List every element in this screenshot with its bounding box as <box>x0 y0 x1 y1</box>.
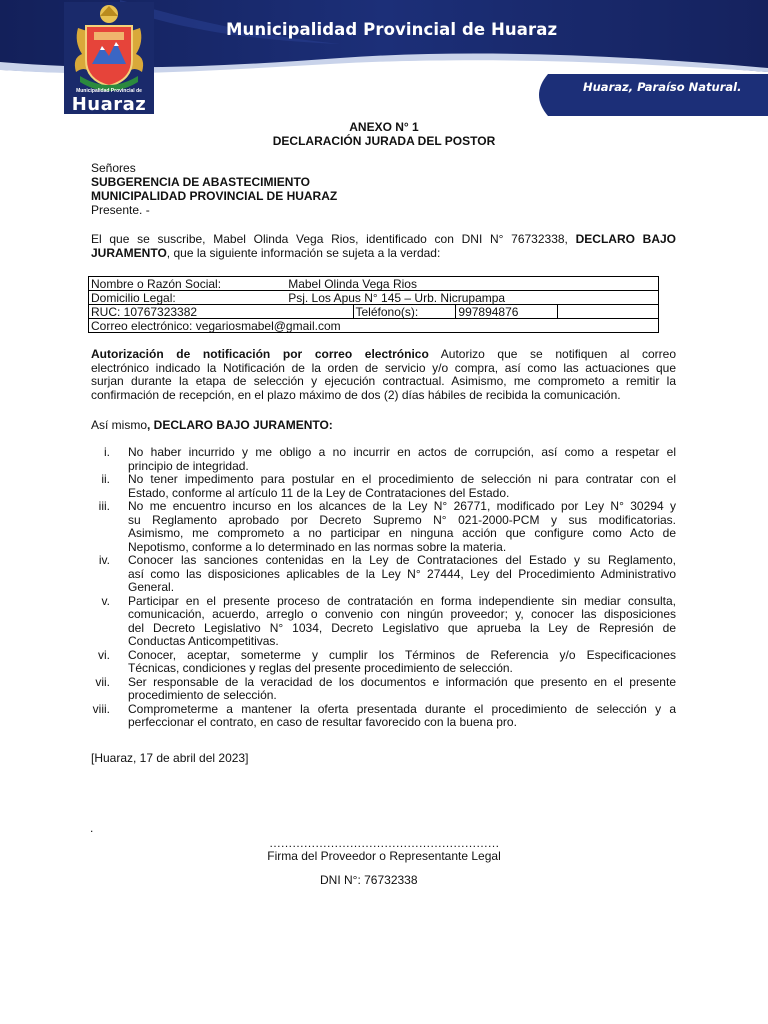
list-item-number: ii. <box>101 472 110 486</box>
list-item-number: iii. <box>98 499 110 513</box>
authorization-text-4: confirmación de recepción, en el plazo máximo de dos (2) días hábiles de recibida la comunicación. <box>91 387 621 402</box>
list-item-line: General. <box>128 580 175 594</box>
list-item-line: así como las disposiciones aplicables de la Ley N° 27444, Ley del Procedimiento Administrativo <box>128 566 676 581</box>
banner-title: Municipalidad Provincial de Huaraz <box>226 20 558 39</box>
list-item-number: i. <box>104 445 110 459</box>
list-item-line: del Decreto Legislativo N° 1034, Decreto Legislativo que aprueba la Ley de Represión de <box>128 620 676 635</box>
place-date: [Huaraz, 17 de abril del 2023] <box>91 751 249 765</box>
banner-slogan: Huaraz, Paraíso Natural. <box>583 80 742 94</box>
signature-dni: DNI N°: 76732338 <box>320 873 418 887</box>
list-item-text <box>128 446 676 473</box>
list-item-text <box>128 473 676 500</box>
list-item-line: Técnicas, condiciones y reglas del presente procedimiento de selección. <box>128 661 513 675</box>
logo-caption-big: Huaraz <box>71 94 147 115</box>
dot-mark: . <box>90 821 94 835</box>
intro-declaro: DECLARO BAJO <box>575 232 676 246</box>
bidder-data-table <box>88 276 659 333</box>
list-item-line: perfeccionar el contrato, en caso de resultar favorecido con la buena pro. <box>128 715 517 729</box>
signature-line: …………………………………………………… <box>269 836 499 850</box>
declaration-prefix: Así mismo <box>91 418 148 432</box>
signature-label: Firma del Proveedor o Representante Legal <box>267 849 501 863</box>
list-item-line: No haber incurrido y me obligo a no incurrir en actos de corrupción, así como a respetar el <box>128 445 676 459</box>
name-label: Nombre o Razón Social: <box>89 277 287 291</box>
list-item-line: Conocer, aceptar, someterme y cumplir los Términos de Referencia y/o Especificaciones <box>128 647 676 662</box>
municipal-logo <box>64 2 154 114</box>
list-item <box>88 676 676 703</box>
intro-text-2: , que la siguiente información se sujeta a la verdad: <box>166 245 441 260</box>
phone-label: Teléfono(s): <box>353 305 456 319</box>
list-item-line: Nepotismo, conforme a lo determinado en las normas sobre la materia. <box>128 539 507 554</box>
address-label: Domicilio Legal: <box>89 291 287 305</box>
list-item-line: Asimismo, me comprometo a no participar en ninguna acción que configure como Acto de <box>128 526 676 540</box>
authorization-text-1: Autorizo que se notifiquen al correo <box>428 347 676 361</box>
list-item <box>88 473 676 500</box>
ruc-cell: RUC: 10767323382 <box>89 305 354 319</box>
authorization-text-2: electrónico indicado la Notificación de la orden de servicio y/o compra, así como las actuaciones que <box>91 360 676 375</box>
list-item-line: comunicación, acuerdo, arreglo o convenio con ningún proveedor; y, conocer las disposiciones <box>128 607 676 621</box>
list-item <box>88 500 676 554</box>
presente: Presente. - <box>91 203 150 217</box>
list-item-line: Participar en el presente proceso de contratación en forma independiente sin mediar consulta, <box>128 593 676 608</box>
table-row <box>89 319 659 333</box>
authorization-title: Autorización de notificación por correo electrónico <box>91 347 429 361</box>
list-item-line: Conocer las sanciones contenidas en la Ley de Contrataciones del Estado y su Reglamento, <box>128 553 676 567</box>
header-banner <box>0 0 768 116</box>
phone-value: 997894876 <box>456 305 558 319</box>
intro-paragraph <box>91 233 676 260</box>
list-item-line: procedimiento de selección. <box>128 688 277 702</box>
recipient-institution: MUNICIPALIDAD PROVINCIAL DE HUARAZ <box>91 189 338 203</box>
list-item-number: viii. <box>92 701 110 716</box>
list-item-number: iv. <box>98 553 110 567</box>
salutation: Señores <box>91 161 136 175</box>
table-row <box>89 291 659 305</box>
list-item-text <box>128 500 676 554</box>
list-item-line: Comprometerme a mantener la oferta presentada durante el procedimiento de selección y a <box>128 701 676 716</box>
list-item-text <box>128 703 676 730</box>
list-item-number: vii. <box>95 674 110 689</box>
declaration-list <box>88 446 676 730</box>
list-item-line: principio de integridad. <box>128 458 249 473</box>
annex-title: ANEXO N° 1 <box>349 120 419 134</box>
list-item-line: No tener impedimento para postular en el procedimiento de selección ni para contratar con el <box>128 472 676 486</box>
list-item-text <box>128 595 676 649</box>
list-item-text <box>128 554 676 595</box>
address-value: Psj. Los Apus N° 145 – Urb. Nicrupampa <box>286 291 658 305</box>
list-item <box>88 554 676 595</box>
list-item <box>88 703 676 730</box>
list-item <box>88 595 676 649</box>
intro-text-1: El que se suscribe, Mabel Olinda Vega Rios, identificado con DNI N° 76732338, <box>91 232 576 246</box>
list-item-line: Conductas Anticompetitivas. <box>128 634 279 648</box>
declaration-heading <box>91 419 333 433</box>
authorization-text-3: surjan durante la etapa de selección y ejecución contractual. Asimismo, me comprometo a remitir la <box>91 374 676 388</box>
authorization-paragraph <box>91 348 676 402</box>
list-item-number: vi. <box>98 647 110 662</box>
table-row <box>89 277 659 291</box>
declaration-bold: , DECLARO BAJO JURAMENTO: <box>147 418 333 432</box>
intro-juramento: JURAMENTO <box>91 245 167 260</box>
list-item-line: Ser responsable de la veracidad de los documentos e información que presento en el presente <box>128 674 676 689</box>
list-item <box>88 446 676 473</box>
table-row <box>89 305 659 319</box>
list-item-text <box>128 676 676 703</box>
empty-cell <box>558 305 659 319</box>
document-heading: DECLARACIÓN JURADA DEL POSTOR <box>272 134 496 148</box>
list-item-line: Estado, conforme al artículo 11 de la Ley de Contrataciones del Estado. <box>128 485 510 500</box>
recipient-office: SUBGERENCIA DE ABASTECIMIENTO <box>91 175 310 189</box>
list-item-number: v. <box>101 593 110 608</box>
list-item <box>88 649 676 676</box>
list-item-line: No me encuentro incurso en los alcances de la Ley N° 26771, modificado por Ley N° 30294 y <box>128 499 676 513</box>
email-cell: Correo electrónico: vegariosmabel@gmail.com <box>89 319 659 333</box>
logo-caption-small: Municipalidad Provincial de <box>76 88 142 94</box>
list-item-text <box>128 649 676 676</box>
name-value: Mabel Olinda Vega Rios <box>286 277 658 291</box>
list-item-line: su Reglamento aprobado por Decreto Supremo N° 021-2000-PCM y sus modificatorias. <box>128 512 676 527</box>
